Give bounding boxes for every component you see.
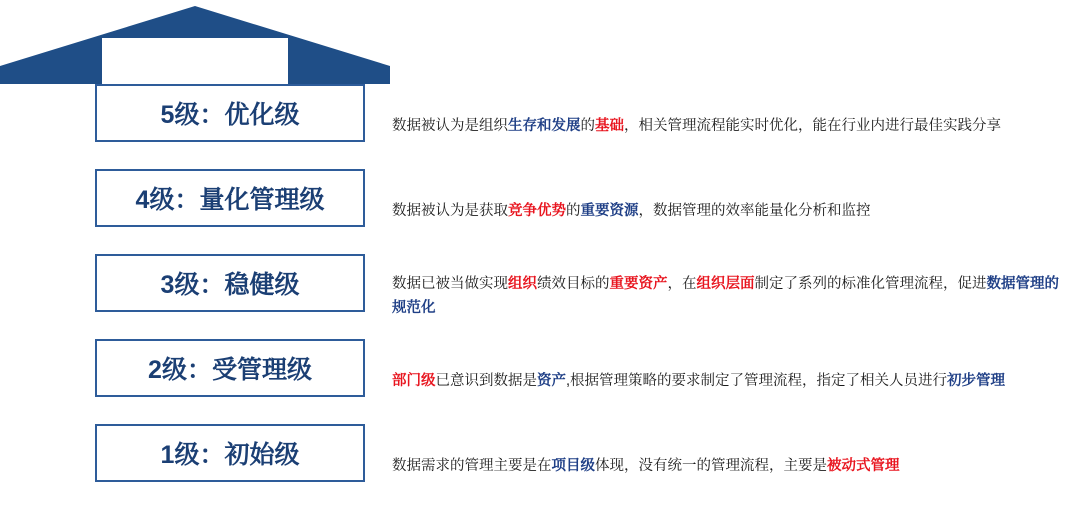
description-text-2: 部门级已意识到数据是资产,根据管理策略的要求制定了管理流程，指定了相关人员进行初步管理 [392, 372, 1006, 389]
description-column [392, 84, 1064, 509]
arrow-title-label: DCMM级别 [133, 51, 257, 77]
level-box-3[interactable] [95, 254, 365, 312]
level-box-4-label: 4级：量化管理级 [135, 186, 325, 214]
level-box-5-label: 5级：优化级 [160, 101, 300, 129]
description-row-2 [392, 339, 1064, 424]
level-box-2[interactable] [95, 339, 365, 397]
description-row-4 [392, 169, 1064, 254]
description-row-1 [392, 424, 1064, 509]
description-text-1: 数据需求的管理主要是在项目级体现，没有统一的管理流程，主要是被动式管理 [392, 457, 900, 474]
level-box-column [95, 84, 365, 482]
description-row-5 [392, 84, 1064, 169]
description-text-4: 数据被认为是获取竞争优势的重要资源，数据管理的效率能量化分析和监控 [392, 202, 871, 219]
level-box-5[interactable] [95, 84, 365, 142]
description-text-3: 数据已被当做实现组织绩效目标的重要资产，在组织层面制定了系列的标准化管理流程，促进数据管理的规范化 [392, 275, 1059, 316]
description-text-5: 数据被认为是组织生存和发展的基础，相关管理流程能实时优化，能在行业内进行最佳实践分享 [392, 117, 1001, 134]
level-box-1-label: 1级：初始级 [160, 441, 300, 469]
level-box-3-label: 3级：稳健级 [160, 271, 300, 299]
level-box-2-label: 2级：受管理级 [148, 356, 312, 384]
level-box-1[interactable] [95, 424, 365, 482]
level-box-4[interactable] [95, 169, 365, 227]
description-row-3 [392, 254, 1064, 339]
dcmm-level-arrow-banner [0, 6, 390, 84]
